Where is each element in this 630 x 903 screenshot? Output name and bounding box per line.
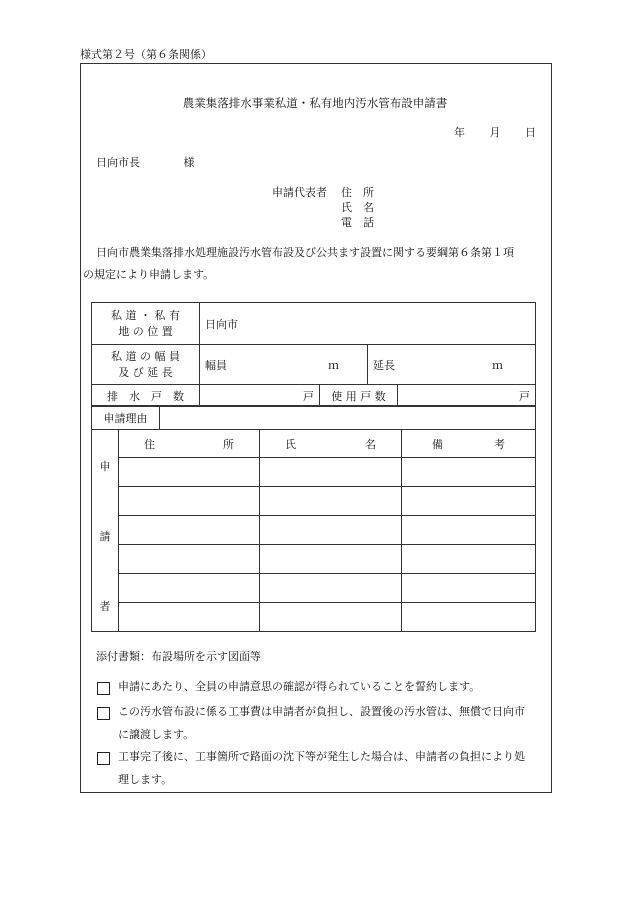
applicant-address-cell[interactable] — [119, 603, 260, 632]
date-year: 年 — [454, 126, 465, 139]
households-label: 排 水 戸 数 — [92, 385, 200, 407]
pledge-check-2 — [97, 705, 525, 746]
reason-table — [91, 405, 536, 430]
applicant-address-cell[interactable] — [119, 487, 260, 516]
applicant-remarks-cell[interactable] — [402, 545, 536, 574]
usage-households-field[interactable]: 戸 — [398, 385, 536, 407]
rep-phone-label: 電 話 — [341, 216, 374, 229]
checkbox[interactable] — [97, 707, 110, 720]
applicant-address-cell[interactable] — [119, 545, 260, 574]
pledge-check-1 — [97, 680, 480, 698]
addressee-honorific: 様 — [183, 156, 195, 169]
applicant-name-cell[interactable] — [260, 516, 402, 545]
date-day: 日 — [525, 126, 536, 139]
applicant-remarks-cell[interactable] — [402, 516, 536, 545]
applicants-vertical-label: 申 請 者 — [92, 430, 119, 632]
reason-label: 申請理由 — [92, 406, 160, 430]
applicant-address-cell[interactable] — [119, 458, 260, 487]
info-table — [91, 302, 536, 407]
header-name: 氏 名 — [260, 430, 402, 458]
applicant-name-cell[interactable] — [260, 545, 402, 574]
length-field[interactable]: 延長 ｍ — [368, 345, 536, 385]
addressee — [96, 154, 195, 170]
pledge-check-3 — [97, 750, 525, 791]
date-month: 月 — [489, 126, 501, 139]
form-title: 農業集落排水事業私道・私有地内汚水管布設申請書 — [182, 96, 448, 110]
form-label: 様式第２号（第６条関係） — [80, 48, 212, 61]
applicant-remarks-cell[interactable] — [402, 487, 536, 516]
location-label: 私 道 ・ 私 有 地 の 位 置 — [92, 303, 200, 345]
households-field[interactable]: 戸 — [200, 385, 320, 407]
usage-households-label: 使 用 戸 数 — [320, 385, 398, 407]
checkbox[interactable] — [97, 682, 110, 695]
width-length-label: 私 道 の 幅 員 及 び 延 長 — [92, 345, 200, 385]
applicant-rep-label: 申請代表者 — [272, 186, 327, 199]
body-text-line-2: の規定により申請します。 — [83, 268, 215, 281]
rep-address-label: 住 所 — [341, 186, 374, 199]
applicant-address-cell[interactable] — [119, 574, 260, 603]
applicant-name-cell[interactable] — [260, 487, 402, 516]
pledge-text: 工事完了後に、工事箇所で路面の沈下等が発生した場合は、申請者の負担により処 理します。 — [118, 750, 525, 786]
applicant-name-cell[interactable] — [260, 458, 402, 487]
body-text-line-1: 日向市農業集落排水処理施設汚水管布設及び公共ます設置に関する要綱第６条第１項 — [96, 246, 514, 259]
location-value[interactable]: 日向市 — [200, 303, 536, 345]
pledge-text: この汚水管布設に係る工事費は申請者が負担し、設置後の汚水管は、無償で日向市 に譲渡します。 — [118, 705, 525, 741]
applicant-remarks-cell[interactable] — [402, 458, 536, 487]
pledge-text: 申請にあたり、全員の申請意思の確認が得られていることを誓約します。 — [118, 680, 481, 693]
applicant-name-cell[interactable] — [260, 574, 402, 603]
attachments-note: 添付書類：布設場所を示す図面等 — [96, 650, 261, 663]
applicant-name-cell[interactable] — [260, 603, 402, 632]
header-address: 住 所 — [119, 430, 260, 458]
width-field[interactable]: 幅員 ｍ — [200, 345, 368, 385]
header-remarks: 備 考 — [402, 430, 536, 458]
rep-name-label: 氏 名 — [341, 201, 374, 214]
checkbox[interactable] — [97, 752, 110, 765]
applicant-address-cell[interactable] — [119, 516, 260, 545]
applicant-remarks-cell[interactable] — [402, 574, 536, 603]
reason-field[interactable] — [160, 406, 536, 430]
applicant-remarks-cell[interactable] — [402, 603, 536, 632]
date-line — [454, 124, 536, 140]
applicants-table — [91, 429, 536, 632]
addressee-name: 日向市長 — [96, 156, 140, 169]
